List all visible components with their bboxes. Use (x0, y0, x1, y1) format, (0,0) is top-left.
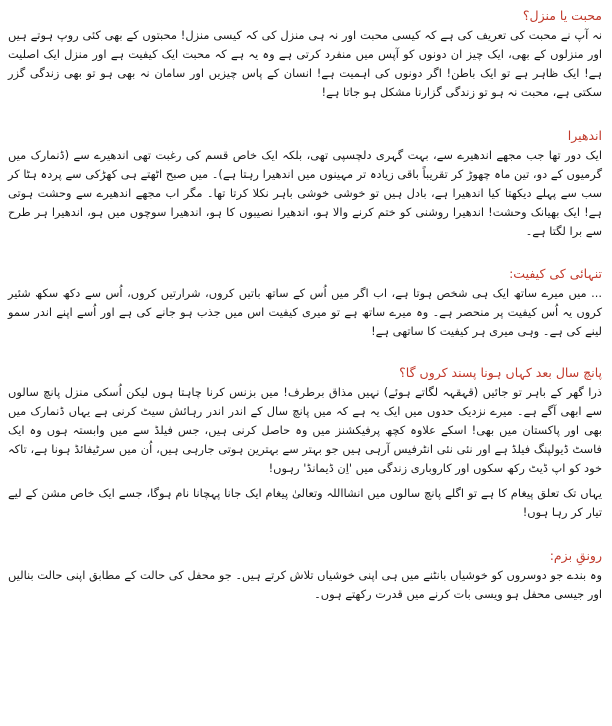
section-spacer (8, 102, 602, 128)
article-page (8, 8, 602, 604)
section-body: وہ بندے جو دوسروں کو خوشیاں بانٹنے میں ہی اپنی خوشیاں تلاش کرتے ہیں۔ جو محفل کی حالت کے مطابق اپنی حالت بنالیں اور جیسی محفل ہو ویسی بات کرنے میں قدرت رکھتے ہوں۔ (8, 568, 602, 601)
section-body: نہ آپ نے محبت کی تعریف کی ہے کہ کیسی محبت اور نہ ہی منزل کی کہ کیسی منزل! محبتوں کے بھی کئی روپ ہوتے ہیں اور منزلوں کے بھی، ایک چیز ان دونوں کو آپس میں منفرد کرتی ہے وہ یہ ہے کہ محبت ایک کیفیت ہے اور منزل ایک اصلیت ہے! ایک ظاہر ہے تو ایک باطن! اگر دونوں کی اہمیت ہے! انسان کے پاس چیزیں اور سامان نہ بھی ہو تو بھی زندگی گزر سکتی ہے، محبت نہ ہو تو زندگی گزارنا مشکل ہو جاتا ہے! (8, 28, 602, 99)
section-spacer (8, 341, 602, 365)
section-spacer (8, 241, 602, 266)
section-extra-paragraph: یہاں تک تعلق پیغام کا ہے تو اگلے پانچ سالوں میں انشااللہ وتعالیٰ پیغام ایک جانا پہچانا نام ہوگا، جسے ایک خاص مشن کے لیے تیار کر رہا ہوں! (8, 486, 602, 519)
section-body: ذرا گھر کے باہر تو جائیں (قہقہہ لگاتے ہوئے) نہیں مذاق برطرف! میں بزنس کرنا چاہتا ہوں لیکن اُسکی منزل پانچ سالوں سے ابھی آگے ہے۔ میرے نزدیک حدوں میں ایک یہ ہے کہ میں پانچ سال کے اندر اندر رہائش سیٹ کرنی ہے یہاں ڈنمارک میں بھی اور پاکستان میں بھی! اسکے علاوہ کچھ پرفیکشنز میں وہ حاصل کرنی ہیں، جس فیلڈ سے میں وابستہ ہوں وہ ایک فاسٹ ڈیولپنگ فیلڈ ہے اور نئی نئی انٹرفیس آرہی ہیں جو بہتر سے بہترین ہوتی جارہی ہیں، اُن میں سرٹیفائڈ ہونا ہے، تاکہ خود کو اپ ڈیٹ رکھ سکوں اور کاروباری زندگی میں 'اِن ڈیمانڈ' رہوں! (8, 385, 602, 475)
section-heading: پانچ سال بعد کہاں ہونا پسند کروں گا؟ (399, 365, 602, 380)
section-body: ... میں میرے ساتھ ایک ہی شخص ہوتا ہے، اب اگر میں اُس کے ساتھ باتیں کروں، شرارتیں کروں، اُس سے دکھ سکھ شئیر کروں یہ اُس کیفیت پر منحصر ہے۔ وہ میرے ساتھ ہے تو میری کیفیت اس میں جذب ہو جانے کی ہے اور اُسے اپنے اندر سمو لینے کی ہے۔ وہی میری ہر کیفیت کا ساتھی ہے! (8, 286, 602, 338)
section-love-or-destination (8, 8, 602, 102)
section-loneliness (8, 266, 602, 341)
section-life-of-party (8, 548, 602, 604)
section-spacer (8, 522, 602, 548)
section-heading: رونقِ بزم: (549, 548, 602, 563)
section-heading: اندھیرا (567, 128, 602, 143)
section-heading: تنہائی کی کیفیت: (509, 266, 602, 281)
section-five-years (8, 365, 602, 522)
section-darkness (8, 128, 602, 241)
section-body: ایک دور تھا جب مجھے اندھیرے سے، بہت گہری دلچسپی تھی، بلکہ ایک خاص قسم کی رغبت تھی اندھیرے سے (ڈنمارک میں گرمیوں کے دو، تین ماہ چھوڑ کر تقریباً باقی زیادہ تر مہینوں میں اندھیرا رہتا ہے)۔ میں صبح اٹھتے ہی کھڑکی سے پردہ ہٹا کر سب سے پہلے دیکھتا کیا اندھیرا ہے، بادل ہیں تو خوشی خوشی باہر نکلا کرتا تھا۔ مگر اب مجھے اندھیرے سے وحشت ہوتی ہے! ایک بھیانک وحشت! اندھیرا روشنی کو ختم کرنے والا ہو، اندھیرا نصیبوں کا ہو، اندھیرا سوچوں میں ہو، اندھیرا ہر طرح سے برا لگتا ہے۔ (8, 148, 602, 238)
section-heading: محبت یا منزل؟ (522, 8, 602, 23)
